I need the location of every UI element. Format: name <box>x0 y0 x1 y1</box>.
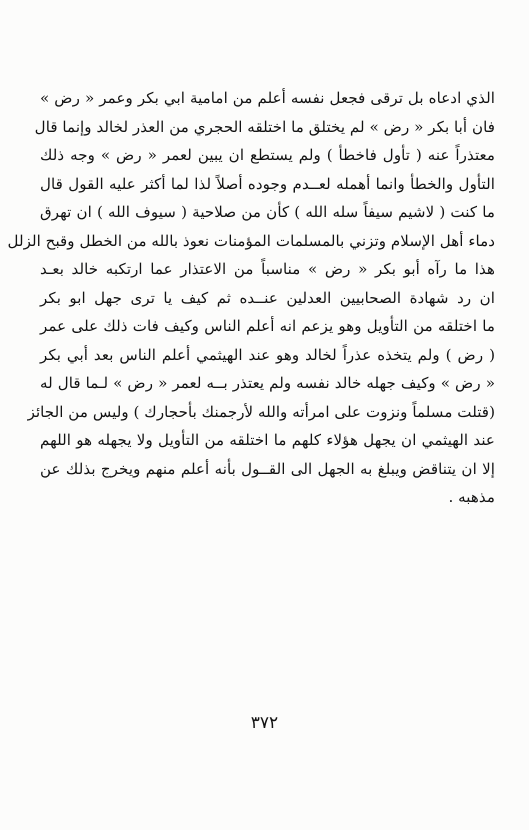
text-line: ما كنت ( لاشيم سيفاً سله الله ) كأن من صلاحية ( سيوف الله ) ان تهرق <box>40 203 495 221</box>
text-line: ان رد شهادة الصحابيين العدلين عنــده ثم كيف يا ترى جهل ابو بكر <box>40 288 495 307</box>
text-line: هذا ما رآه أبو بكر « رض » مناسباً من الاعتذار عما ارتكبه خالد بعـد <box>40 260 495 278</box>
body-text <box>7 84 495 512</box>
text-line: دماء أهل الإسلام وتزني بالمسلمات المؤمنات نعوذ بالله من الخطل وقبح الزلل <box>7 231 495 250</box>
text-line: الذي ادعاه بل ترقى فجعل نفسه أعلم من امامية ابي بكر وعمر « رض » <box>40 89 495 107</box>
text-line-final: مذهبه . <box>448 488 495 506</box>
text-line: التأول والخطأ وانما أهمله لعــدم وجوده أصلاً لذا لما أكثر عليه القول قال <box>40 174 495 193</box>
text-line: (قتلت مسلماً ونزوت على امرأته والله لأرجمنك بأحجارك ) وليس من الجائز <box>27 402 495 421</box>
text-line: معتذراً عنه ( تأول فاخطأ ) ولم يستطع ان يبين لعمر « رض » وجه ذلك <box>40 146 495 164</box>
text-line: فان أبا بكر « رض » لم يختلق ما اختلقه الحجري من العذر لخالد وإنما قال <box>34 117 495 136</box>
text-line: ( رض ) ولم يتخذه عذراً لخالد وهو عند الهيثمي أعلم الناس بعد أبي بكر <box>40 345 495 364</box>
page-number: ٣٧٢ <box>250 713 279 733</box>
text-line: عند الهيثمي ان يجهل هؤلاء كلهم ما اختلقه من التأويل ولا يجهله هو اللهم <box>40 431 495 449</box>
text-line: ما اختلقه من التأويل وهو يزعم انه أعلم الناس وكيف فات ذلك على عمر <box>40 317 495 335</box>
text-line: « رض » وكيف جهله خالد نفسه ولم يعتذر بــه لعمر « رض » لـما قال له <box>40 374 495 392</box>
text-line: إلا ان يتناقض ويبلغ به الجهل الى القــول بأنه أعلم منهم ويخرج بذلك عن <box>40 459 495 478</box>
